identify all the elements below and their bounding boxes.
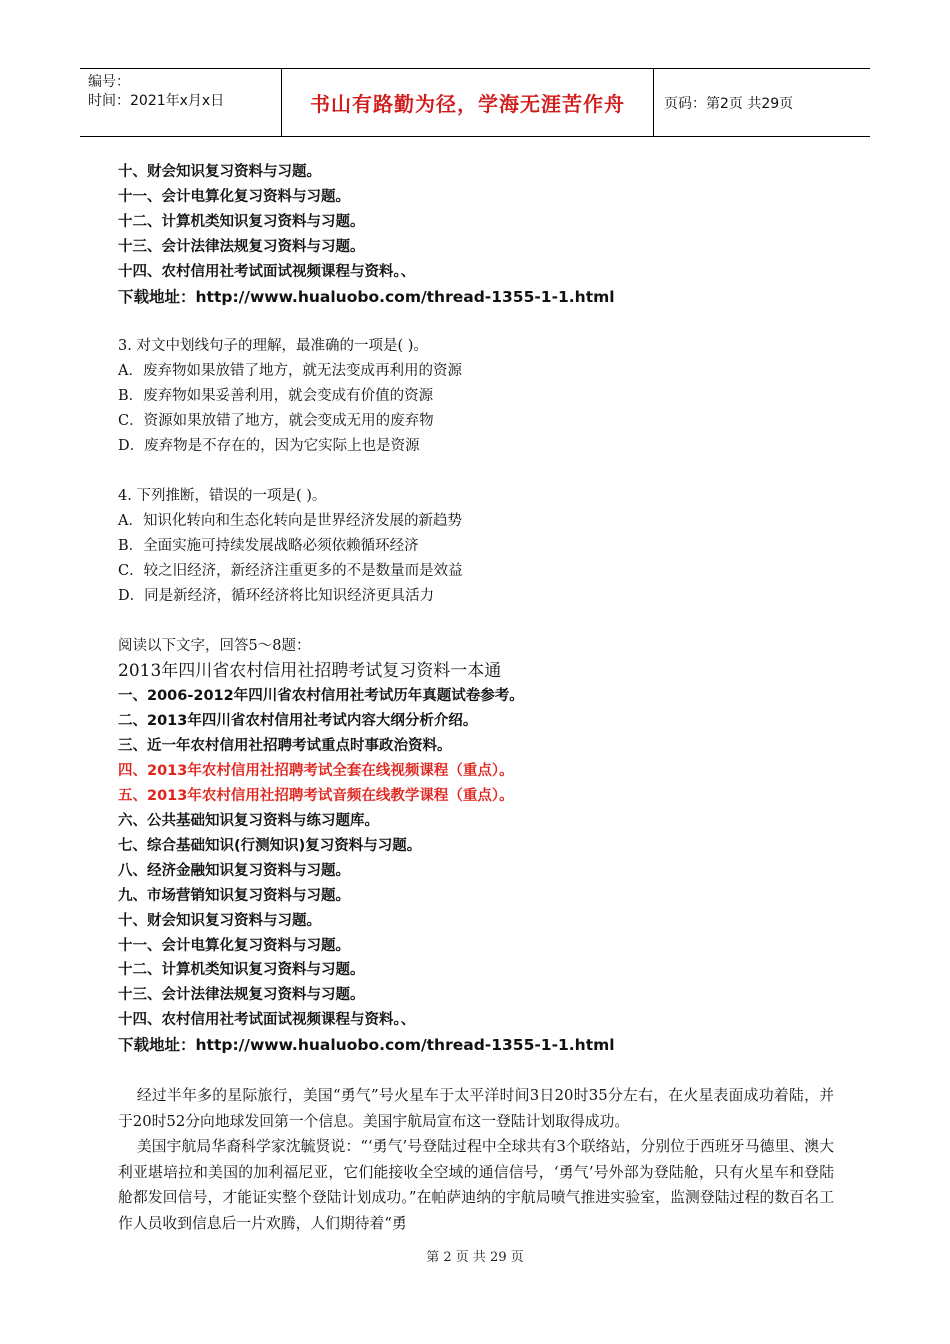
list-item: 十四、农村信用社考试面试视频课程与资料。、: [118, 1012, 416, 1029]
document-body: [118, 160, 838, 1236]
list-item: 一、2006-2012年四川省农村信用社考试历年真题试卷参考。: [118, 688, 524, 705]
download-link[interactable]: 下载地址：http://www.hualuobo.com/thread-1355-1-1.html: [118, 1036, 615, 1055]
option: B．废弃物如果妥善利用，就会变成有价值的资源: [118, 388, 434, 405]
question-stem: 3. 对文中划线句子的理解，最准确的一项是( )。: [118, 338, 428, 355]
download-link[interactable]: 下载地址：http://www.hualuobo.com/thread-1355-1-1.html: [118, 287, 615, 306]
list-item: 十三、会计法律法规复习资料与习题。: [118, 238, 365, 255]
list-item-highlight: 四、2013年农村信用社招聘考试全套在线视频课程（重点）。: [118, 763, 514, 780]
list-item: 十二、计算机类知识复习资料与习题。: [118, 213, 365, 230]
section-title: 2013年四川省农村信用社招聘考试复习资料一本通: [118, 661, 502, 682]
list-item: 十、财会知识复习资料与习题。: [118, 164, 321, 180]
list-item: 二、2013年四川省农村信用社考试内容大纲分析介绍。: [118, 713, 478, 730]
paragraph: 美国宇航局华裔科学家沈毓贤说：“‘勇气’号登陆过程中全球共有3个联络站，分别位于西班牙马德里、澳大利亚堪培拉和美国的加利福尼亚，它们能接收全空域的通信信号，‘勇气’号外部为登陆舱，只有火星车和登陆舱都发回信号，才能证实整个登陆计划成功。”在帕萨迪纳的宇航局喷气推进实验室，监测登陆过程的数百名工作人员收到信息后一片欢腾，人们期待着“勇: [118, 1138, 834, 1232]
header-meta: [80, 69, 282, 136]
option: C．较之旧经济，新经济注重更多的不是数量而是效益: [118, 563, 463, 580]
list-item: 十一、会计电算化复习资料与习题。: [118, 188, 350, 205]
list-top: [118, 160, 838, 309]
list-item: 七、综合基础知识(行测知识)复习资料与习题。: [118, 837, 422, 854]
paragraph: 经过半年多的星际旅行，美国“勇气”号火星车于太平洋时间3日20时35分左右，在火星表面成功着陆，并于20时52分向地球发回第一个信息。美国宇航局宣布这一登陆计划取得成功。: [118, 1087, 834, 1130]
header-page-info: [654, 69, 870, 136]
list-item-highlight: 五、2013年农村信用社招聘考试音频在线教学课程（重点）。: [118, 788, 514, 805]
option: A．废弃物如果放错了地方，就无法变成再利用的资源: [118, 363, 462, 380]
list-item: 九、市场营销知识复习资料与习题。: [118, 887, 350, 904]
list-item: 八、经济金融知识复习资料与习题。: [118, 862, 350, 879]
question-stem: 4. 下列推断，错误的一项是( )。: [118, 488, 327, 505]
list-item: 六、公共基础知识复习资料与练习题库。: [118, 812, 379, 829]
list-item: 十四、农村信用社考试面试视频课程与资料。、: [118, 263, 416, 280]
header-table: [80, 68, 870, 137]
page-info: 页码：第2页 共29页: [664, 95, 794, 112]
list-item: 十二、计算机类知识复习资料与习题。: [118, 962, 365, 979]
question-4: [118, 484, 838, 609]
reading-intro: 阅读以下文字，回答5～8题：: [118, 638, 311, 655]
option: B．全面实施可持续发展战略必须依赖循环经济: [118, 538, 419, 555]
list-item: 十、财会知识复习资料与习题。: [118, 912, 321, 929]
time-label: 时间：2021年x月x日: [88, 93, 225, 109]
option: A．知识化转向和生态化转向是世界经济发展的新趋势: [118, 513, 462, 530]
option: D．废弃物是不存在的，因为它实际上也是资源: [118, 438, 420, 455]
header-motto-cell: [282, 69, 654, 136]
list-main: [118, 684, 838, 1058]
list-item: 三、近一年农村信用社招聘考试重点时事政治资料。: [118, 738, 452, 755]
question-3: [118, 334, 838, 459]
page-footer: 第 2 页 共 29 页: [426, 1250, 524, 1265]
list-item: 十三、会计法律法规复习资料与习题。: [118, 987, 365, 1004]
option: C．资源如果放错了地方，就会变成无用的废弃物: [118, 413, 434, 430]
motto: 书山有路勤为径，学海无涯苦作舟: [310, 92, 625, 116]
list-item: 十一、会计电算化复习资料与习题。: [118, 937, 350, 954]
article: [118, 1083, 838, 1236]
option: D．同是新经济，循环经济将比知识经济更具活力: [118, 588, 435, 605]
number-label: 编号：: [88, 74, 130, 90]
